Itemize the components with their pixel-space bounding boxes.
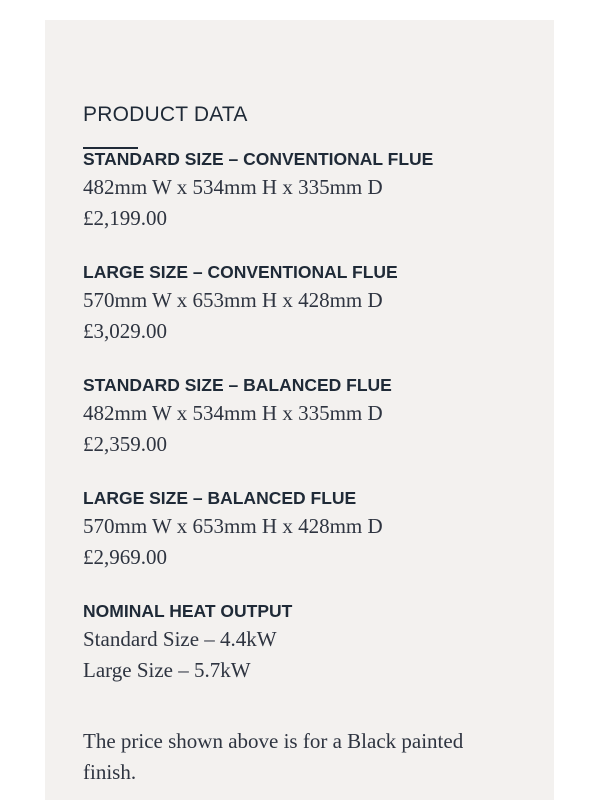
- spec-price: £3,029.00: [83, 319, 167, 343]
- spec-dimensions: 570mm W x 653mm H x 428mm D: [83, 514, 383, 538]
- spec-title: LARGE SIZE – CONVENTIONAL FLUE: [83, 262, 398, 282]
- spec-heat-output: [83, 600, 543, 686]
- spec-title: LARGE SIZE – BALANCED FLUE: [83, 488, 357, 508]
- spec-title: STANDARD SIZE – BALANCED FLUE: [83, 375, 392, 395]
- spec-large-balanced: [83, 487, 543, 573]
- spec-title: STANDARD SIZE – CONVENTIONAL FLUE: [83, 149, 434, 169]
- spec-dimensions: 482mm W x 534mm H x 335mm D: [83, 401, 383, 425]
- spec-large-conventional: [83, 261, 543, 347]
- product-data-card: [45, 20, 554, 800]
- spec-price: £2,359.00: [83, 432, 167, 456]
- spec-price: £2,969.00: [83, 545, 167, 569]
- spec-title: NOMINAL HEAT OUTPUT: [83, 601, 293, 621]
- spec-dimensions: 482mm W x 534mm H x 335mm D: [83, 175, 383, 199]
- heat-output-standard: Standard Size – 4.4kW: [83, 627, 277, 651]
- heat-output-large: Large Size – 5.7kW: [83, 658, 251, 682]
- spec-standard-balanced: [83, 374, 543, 460]
- price-note: The price shown above is for a Black painted finish.: [83, 729, 464, 784]
- spec-price: £2,199.00: [83, 206, 167, 230]
- spec-standard-conventional: [83, 148, 543, 234]
- section-heading: PRODUCT DATA: [83, 103, 248, 126]
- spec-dimensions: 570mm W x 653mm H x 428mm D: [83, 288, 383, 312]
